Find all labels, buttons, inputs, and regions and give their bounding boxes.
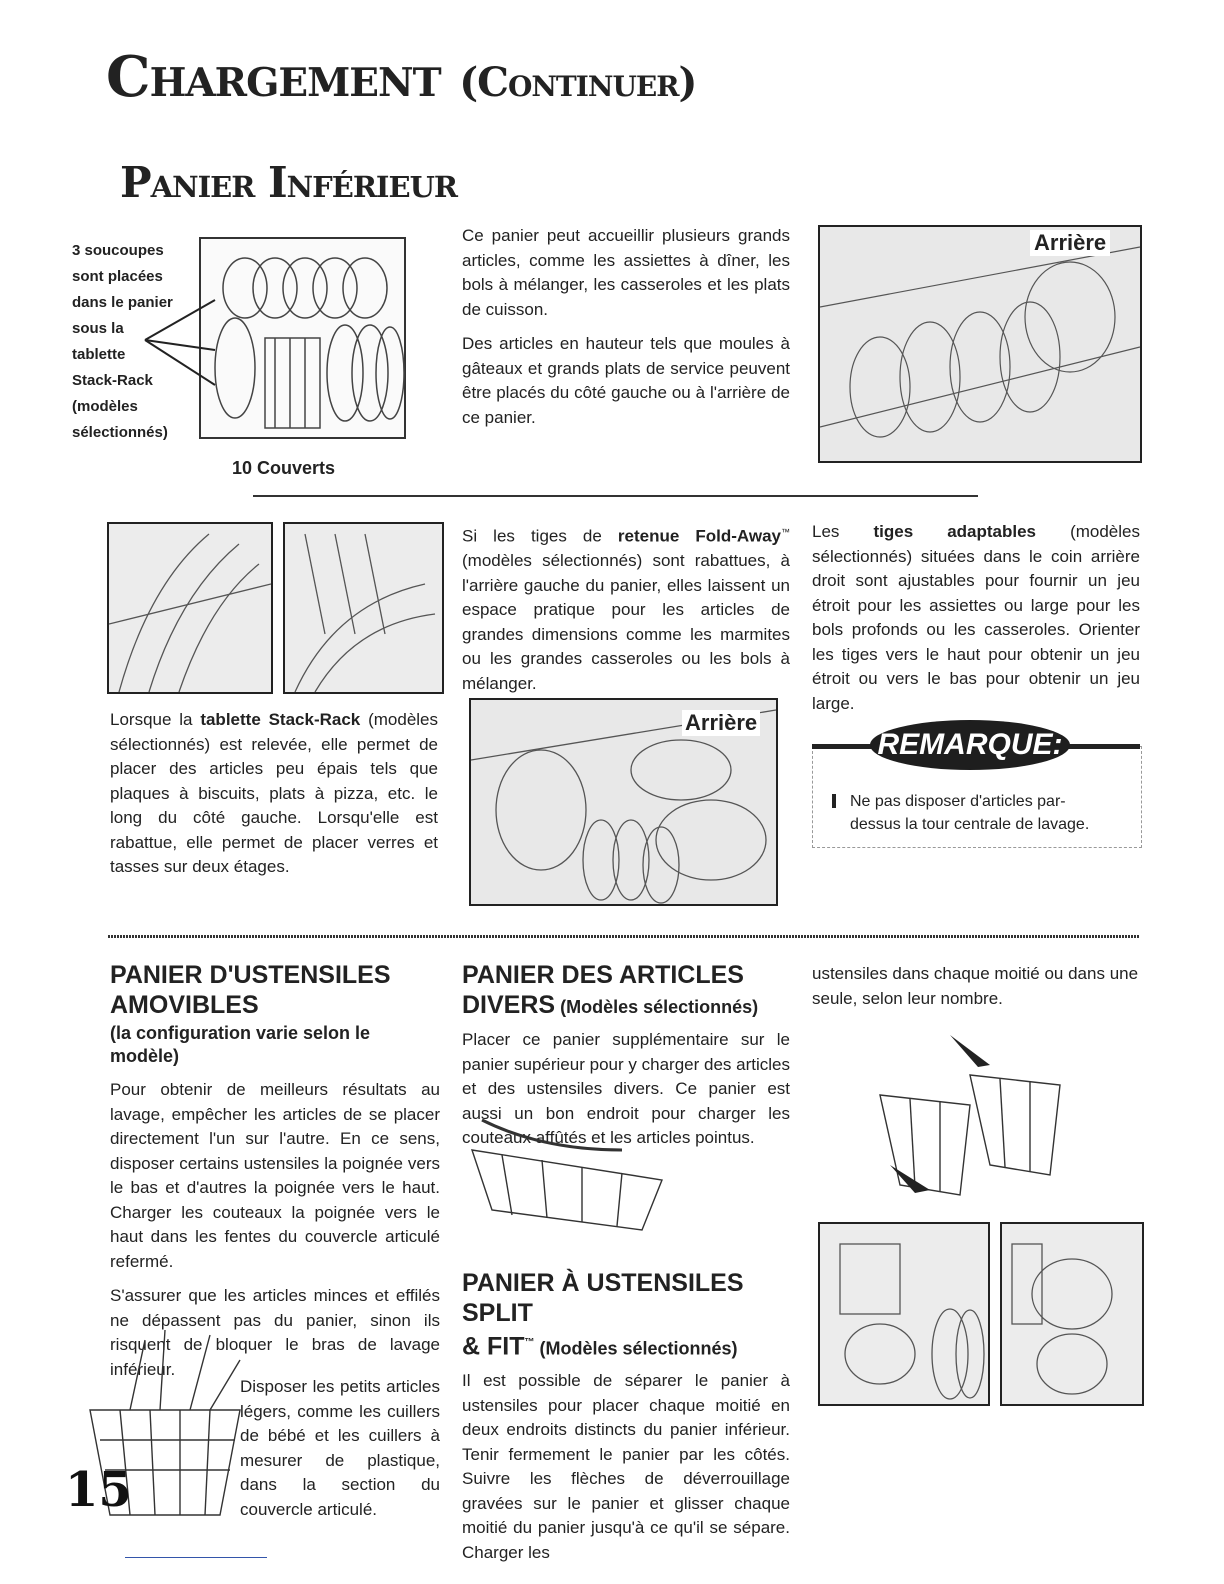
rack-photo-drawing <box>1002 1224 1142 1404</box>
split-basket-illustration <box>860 1025 1100 1205</box>
paragraph: Si les tiges de retenue Fold-Away™ (modèles sélectionnés) sont rabattues, à l'arrière gauche du panier, elles laissent un espace pratique pour les articles de grandes dimensions comme les marmites ou les grandes casseroles ou les bols à mélanger. <box>462 526 790 693</box>
note-badge: REMARQUE: <box>870 720 1070 770</box>
section-title: Panier Inférieur <box>120 158 457 207</box>
rear-label: Arrière <box>682 710 760 736</box>
dish-rack-drawing <box>195 228 410 446</box>
divider <box>108 935 1140 938</box>
rear-label: Arrière <box>1030 230 1110 256</box>
keyword: tiges adaptables <box>873 522 1037 541</box>
page-title-suffix: (Continuer) <box>459 59 697 106</box>
note-item <box>832 790 1132 836</box>
paragraph: Des articles en hauteur tels que moules à gâteaux et grands plats de service peuvent être placés du côté gauche ou à l'arrière de ce panier. <box>462 334 790 427</box>
paragraph: S'assurer que les articles minces et effilés ne dépassent pas du panier, sinon ils risquent de bloquer le bras de lavage inférieur. <box>110 1286 440 1379</box>
paragraph: Disposer les petits articles légers, comme les cuillers de bébé et les cuillers à mesurer de plastique, dans la section du couvercle articulé. <box>240 1377 440 1519</box>
split-fit-section <box>462 1268 790 1565</box>
callout-line: tablette <box>72 346 126 363</box>
fold-away-text <box>462 520 790 696</box>
section-heading: PANIER À USTENSILES SPLIT & FIT™ (Modèles sélectionnés) <box>462 1269 744 1361</box>
rack-photo-drawing <box>820 227 1140 461</box>
footer-line <box>125 1557 267 1558</box>
stack-rack-callout <box>72 238 192 446</box>
utensil-basket-text-wrap <box>240 1375 440 1522</box>
callout-line: sélectionnés) <box>72 424 168 441</box>
paragraph: Ce panier peut accueillir plusieurs grands articles, comme les assiettes à dîner, les bols à mélanger, les casseroles et les plats de cuisson. <box>462 226 790 319</box>
paragraph: Lorsque la tablette Stack-Rack (modèles sélectionnés) est relevée, elle permet de placer des articles peu épais tels que plaques à biscuits, plats à pizza, etc. le long du côté gauche. Lorsqu'elle est rabattue, elle permet de placer verres et tasses sur deux étages. <box>110 710 439 876</box>
callout-line: sous la <box>72 320 124 337</box>
callout-line: 3 soucoupes <box>72 242 164 259</box>
section-heading: PANIER DES ARTICLES DIVERS (Modèles sélectionnés) <box>462 961 759 1019</box>
rack-10-place-illustration <box>195 228 410 446</box>
tines-drawing <box>109 524 271 692</box>
illustration-caption: 10 Couverts <box>232 458 336 478</box>
tines-drawing <box>285 524 442 692</box>
utensil-basket-section <box>110 960 440 1382</box>
section-subheading: (la configuration varie selon le modèle) <box>110 1023 371 1066</box>
paragraph: Placer ce panier supplémentaire sur le panier supérieur pour y charger des articles et des ustensiles divers. Ce panier est aussi un bon endroit pour charger les couteaux affûtés et les articles pointus. <box>462 1030 790 1147</box>
basket-drawing <box>860 1025 1100 1205</box>
tiges-text <box>812 520 1140 716</box>
keyword: tablette Stack-Rack <box>200 710 361 729</box>
paragraph: ustensiles dans chaque moitié ou dans une seule, selon leur nombre. <box>812 964 1139 1008</box>
callout-line: (modèles <box>72 398 138 415</box>
page-title: Chargement (Continuer) <box>106 44 697 110</box>
paragraph: Il est possible de séparer le panier à ustensiles pour placer chaque moitié en deux endroits distincts du panier inférieur. Tenir fermement le panier par les côtés. Suivre les flèches de déverrouillage gravées sur le panier et glisser chaque moitié du panier jusqu'à ce qu'il se sépare. Charger les <box>462 1371 790 1562</box>
paragraph: Les tiges adaptables (modèles sélectionnés) situées dans le coin arrière droit sont ajustables pour fournir un jeu étroit pour les assiettes ou large pour les bols profonds ou les casseroles. Orienter les tiges vers le haut pour obtenir un jeu étroit ou vers le bas pour obtenir un jeu large. <box>812 522 1140 713</box>
split-fit-continued <box>812 962 1140 1011</box>
divider <box>253 495 978 497</box>
keyword: retenue Fold-Away <box>617 526 781 546</box>
page-number: 15 <box>65 1462 132 1518</box>
basket-drawing <box>462 1110 672 1240</box>
callout-line: sont placées <box>72 268 163 285</box>
stack-rack-text <box>110 708 438 880</box>
fold-away-tines-photo-down <box>283 522 444 694</box>
rear-rack-photo <box>818 225 1142 463</box>
callout-line: dans le panier <box>72 294 173 311</box>
note-text: Ne pas disposer d'articles par-dessus la tour centrale de lavage. <box>850 793 1090 833</box>
section-heading: PANIER D'USTENSILES AMOVIBLES <box>110 961 391 1019</box>
callout-line: Stack-Rack <box>72 372 153 389</box>
fold-away-tines-photo-up <box>107 522 273 694</box>
paragraph: Pour obtenir de meilleurs résultats au lavage, empêcher les articles de se placer directement l'un sur l'autre. En ce sens, disposer certains ustensiles la poignée vers le bas et d'autres la poignée vers le haut. Charger les couteaux la poignée vers le haut dans les fentes du couvercle articulé refermé. <box>110 1080 440 1271</box>
top-text-column <box>462 224 790 430</box>
bullet-icon <box>832 794 836 808</box>
rack-photo-drawing <box>820 1224 988 1404</box>
split-basket-photo-right <box>1000 1222 1144 1406</box>
split-basket-photo-left <box>818 1222 990 1406</box>
misc-basket-illustration <box>462 1110 672 1240</box>
